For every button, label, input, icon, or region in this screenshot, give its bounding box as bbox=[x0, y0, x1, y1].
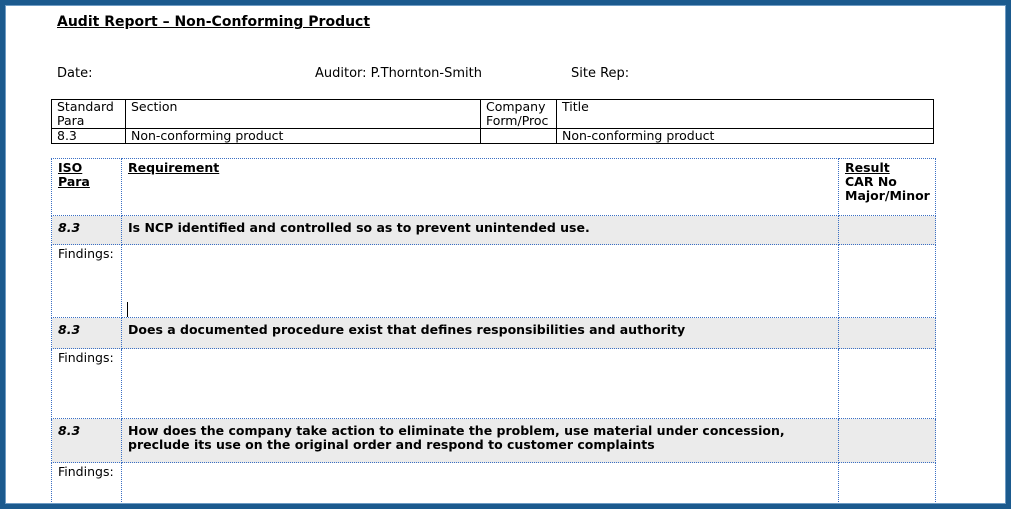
auditor-label: Auditor: P.Thornton-Smith bbox=[315, 66, 482, 81]
company-form-cell[interactable] bbox=[481, 129, 557, 144]
iso-para-header: ISO Para bbox=[52, 159, 122, 216]
major-minor-header-label: Major/Minor bbox=[845, 188, 930, 203]
requirement-cell: How does the company take action to eliminate the problem, use material under concession, preclude its use on the original order and respond to customer complaints bbox=[122, 419, 839, 463]
reference-row bbox=[52, 129, 934, 144]
requirement-cell: Does a documented procedure exist that defines responsibilities and authority bbox=[122, 318, 839, 349]
question-row bbox=[52, 419, 936, 463]
report-title: Audit Report – Non-Conforming Product bbox=[57, 14, 371, 30]
site-rep-label: Site Rep: bbox=[571, 66, 630, 81]
audit-header-row bbox=[52, 159, 936, 216]
title-header: Title bbox=[557, 100, 934, 129]
title-cell[interactable]: Non-conforming product bbox=[557, 129, 934, 144]
iso-para-cell: 8.3 bbox=[52, 318, 122, 349]
text-cursor bbox=[127, 302, 128, 317]
findings-result-cell[interactable] bbox=[839, 245, 936, 318]
result-cell[interactable] bbox=[839, 318, 936, 349]
findings-row bbox=[52, 463, 936, 504]
findings-row bbox=[52, 349, 936, 419]
question-row bbox=[52, 216, 936, 245]
car-no-header-label: CAR No bbox=[845, 174, 897, 189]
standard-para-cell[interactable]: 8.3 bbox=[52, 129, 126, 144]
findings-row bbox=[52, 245, 936, 318]
iso-para-cell: 8.3 bbox=[52, 216, 122, 245]
section-cell[interactable]: Non-conforming product bbox=[126, 129, 481, 144]
section-header: Section bbox=[126, 100, 481, 129]
iso-para-cell: 8.3 bbox=[52, 419, 122, 463]
standard-para-header: Standard Para bbox=[52, 100, 126, 129]
findings-label: Findings: bbox=[52, 349, 122, 419]
findings-result-cell[interactable] bbox=[839, 463, 936, 504]
result-cell[interactable] bbox=[839, 419, 936, 463]
findings-input-cell[interactable] bbox=[122, 463, 839, 504]
findings-label: Findings: bbox=[52, 245, 122, 318]
company-form-header: Company Form/Proc bbox=[481, 100, 557, 129]
result-header bbox=[839, 159, 936, 216]
findings-input-cell[interactable] bbox=[122, 349, 839, 419]
document-page bbox=[6, 6, 1005, 503]
reference-table bbox=[51, 99, 934, 144]
reference-header-row bbox=[52, 100, 934, 129]
findings-result-cell[interactable] bbox=[839, 349, 936, 419]
findings-label: Findings: bbox=[52, 463, 122, 504]
audit-table bbox=[51, 158, 936, 503]
question-row bbox=[52, 318, 936, 349]
result-header-label: Result bbox=[845, 160, 890, 175]
requirement-cell: Is NCP identified and controlled so as to prevent unintended use. bbox=[122, 216, 839, 245]
result-cell[interactable] bbox=[839, 216, 936, 245]
requirement-header: Requirement bbox=[122, 159, 839, 216]
findings-input-cell[interactable] bbox=[122, 245, 839, 318]
date-label: Date: bbox=[57, 66, 93, 81]
